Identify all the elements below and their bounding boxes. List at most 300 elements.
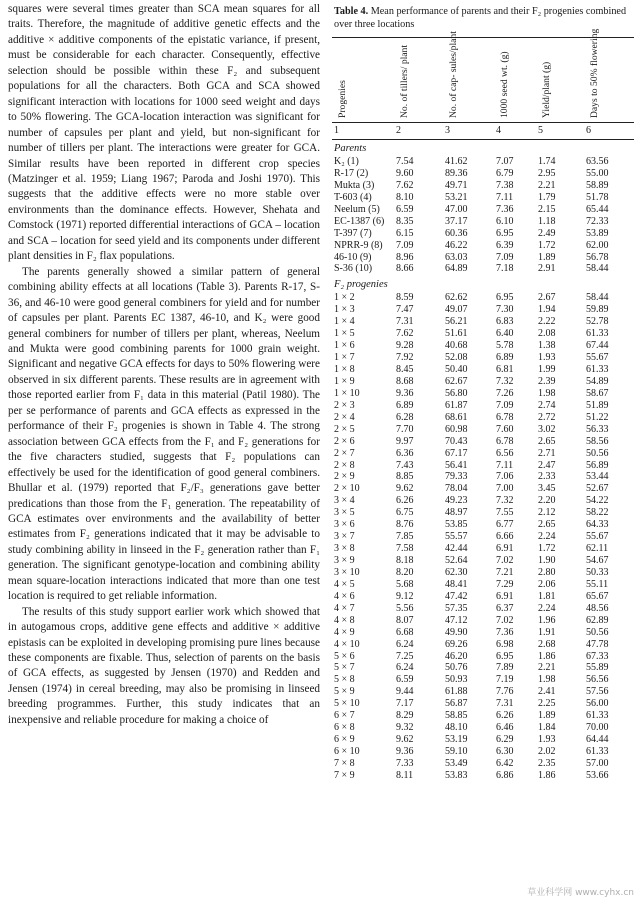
table-cell: 9.36 — [396, 387, 414, 399]
table-cell: 7.11 — [496, 459, 514, 471]
table-cell: 5 × 8 — [334, 674, 355, 686]
table-cell: 8.35 — [396, 215, 414, 227]
table-row — [332, 376, 634, 388]
table-cell: 6 × 10 — [334, 746, 360, 757]
table-cell: 3 × 5 — [334, 507, 355, 519]
table-cell: 55.57 — [445, 531, 468, 543]
table-cell: 3.45 — [538, 483, 556, 495]
table-cell: 54.67 — [586, 555, 609, 566]
table-row — [332, 639, 634, 651]
table-cell: 1.81 — [538, 590, 556, 602]
table-cell: 70.00 — [586, 722, 609, 734]
table-row — [332, 627, 634, 639]
table-cell: 2.80 — [538, 566, 556, 578]
table-cell: 48.56 — [586, 602, 609, 614]
table-cell: 7.54 — [396, 156, 414, 167]
table-cell: 8.68 — [396, 375, 414, 387]
table-cell: S-36 (10) — [334, 263, 373, 275]
table-cell: R-17 (2) — [334, 167, 369, 179]
table-row — [332, 507, 634, 519]
table-cell: 6.95 — [496, 650, 514, 662]
table-row — [332, 471, 634, 483]
table-cell: 50.56 — [586, 626, 609, 638]
table-cell: 8.76 — [396, 519, 414, 531]
table-cell: 7.25 — [396, 650, 414, 662]
table-cell: 7.09 — [496, 399, 514, 411]
table-cell: 50.33 — [586, 566, 609, 578]
table-cell: 79.33 — [445, 471, 468, 483]
header-seed-weight-text: 1000 seed wt. (g) — [499, 51, 510, 118]
table-row — [332, 328, 634, 340]
table-cell: 6.89 — [396, 399, 414, 411]
header-progenies — [334, 40, 348, 118]
table-cell: 62.00 — [586, 239, 609, 251]
table-cell: 1.99 — [538, 364, 556, 375]
table-cell: 2.65 — [538, 435, 556, 447]
table-cell: 4 × 9 — [334, 626, 355, 638]
table-cell: 1 × 10 — [334, 387, 360, 399]
table-cell: 69.26 — [445, 638, 468, 650]
table-cell: 58.56 — [586, 435, 609, 447]
table-cell: 1.86 — [538, 769, 556, 781]
table-cell: 62.67 — [445, 375, 468, 387]
table-row — [332, 686, 634, 698]
table-row — [332, 746, 634, 758]
table-cell: 60.98 — [445, 423, 468, 435]
table-cell: 41.62 — [445, 156, 468, 167]
table-row — [332, 651, 634, 663]
col-number: 3 — [445, 125, 450, 136]
table-label: Table 4. — [334, 6, 369, 17]
table-header — [332, 28, 634, 122]
table-cell: 56.33 — [586, 423, 609, 435]
table-cell: 50.76 — [445, 662, 468, 674]
table-cell: 6 × 9 — [334, 734, 355, 746]
table-cell: 72.33 — [586, 215, 609, 227]
table-cell: 51.61 — [445, 328, 468, 340]
table-cell: 2.47 — [538, 459, 556, 471]
table-cell: 56.89 — [586, 459, 609, 471]
watermark: 草业科学网 www.cyhx.cn — [527, 888, 634, 898]
table-row — [332, 448, 634, 460]
table-row — [332, 304, 634, 316]
table-cell: 53.83 — [445, 769, 468, 781]
table-row — [332, 400, 634, 412]
table-cell: 54.22 — [586, 495, 609, 507]
table-cell: 7.06 — [496, 471, 514, 483]
table-row — [332, 555, 634, 567]
table-row — [332, 460, 634, 472]
table-cell: 6.30 — [496, 746, 514, 757]
table-cell: 6.91 — [496, 543, 514, 555]
table-cell: 55.11 — [586, 578, 609, 590]
table-cell: 52.08 — [445, 352, 468, 364]
table-cell: 7.55 — [496, 507, 514, 519]
header-yield — [538, 40, 552, 118]
table-cell: 8.59 — [396, 292, 414, 304]
table-cell: 1.91 — [538, 626, 556, 638]
table-row — [332, 228, 634, 240]
table-cell: 6.39 — [496, 239, 514, 251]
table-cell: 1.98 — [538, 387, 556, 399]
table-cell: 48.10 — [445, 722, 468, 734]
table-cell: 1 × 3 — [334, 304, 355, 316]
table-cell: 8.10 — [396, 191, 414, 203]
table-cell: 7.92 — [396, 352, 414, 364]
table-row — [332, 710, 634, 722]
table-cell: 49.71 — [445, 179, 468, 191]
table-cell: 47.00 — [445, 203, 468, 215]
table-row — [332, 758, 634, 770]
table-cell: 6.75 — [396, 507, 414, 519]
table-cell: 1.38 — [538, 340, 556, 352]
table-cell: 6.95 — [496, 227, 514, 239]
col-number: 4 — [496, 125, 501, 136]
table-cell: 7.38 — [496, 179, 514, 191]
table-cell: 1.89 — [538, 251, 556, 263]
table-cell: 6.46 — [496, 722, 514, 734]
table-cell: 6.78 — [496, 411, 514, 423]
table-cell: 1 × 5 — [334, 328, 355, 340]
table-row — [332, 352, 634, 364]
table-cell: 58.85 — [445, 710, 468, 722]
table-cell: 3 × 10 — [334, 566, 360, 578]
table-cell: 7.89 — [496, 662, 514, 674]
table-cell: 2 × 9 — [334, 471, 355, 483]
table-cell: 1.93 — [538, 734, 556, 746]
table-cell: 59.89 — [586, 304, 609, 316]
table-cell: 51.89 — [586, 399, 609, 411]
table-cell: 1.89 — [538, 710, 556, 722]
table-cell: 67.44 — [586, 340, 609, 352]
table-cell: 8.66 — [396, 263, 414, 275]
table-row — [332, 216, 634, 228]
table-cell: 6.37 — [496, 602, 514, 614]
table-cell: 3 × 6 — [334, 519, 355, 531]
parents-section-label: Parents — [334, 143, 367, 154]
table-cell: 65.44 — [586, 203, 609, 215]
table-caption — [334, 6, 634, 31]
table-row — [332, 252, 634, 264]
table-cell: T-603 (4) — [334, 191, 372, 203]
table-cell: 52.64 — [445, 555, 468, 566]
table-cell: 5.56 — [396, 602, 414, 614]
table-cell: 1 × 6 — [334, 340, 355, 352]
table-cell: 64.89 — [445, 263, 468, 275]
table-cell: NPRR-9 (8) — [334, 239, 383, 251]
col-number: 5 — [538, 125, 543, 136]
table-cell: 64.44 — [586, 734, 609, 746]
table-cell: 49.90 — [445, 626, 468, 638]
table-cell: 70.43 — [445, 435, 468, 447]
table-cell: 2 × 6 — [334, 435, 355, 447]
table-cell: 1.74 — [538, 156, 556, 167]
table-cell: 4 × 6 — [334, 590, 355, 602]
table-cell: 55.67 — [586, 531, 609, 543]
table-cell: 49.23 — [445, 495, 468, 507]
table-cell: 48.41 — [445, 578, 468, 590]
table-cell: 8.18 — [396, 555, 414, 566]
table-row — [332, 412, 634, 424]
table-cell: 1 × 7 — [334, 352, 355, 364]
table-cell: 7.11 — [496, 191, 514, 203]
table-row — [332, 531, 634, 543]
table-cell: 6.26 — [396, 495, 414, 507]
table-cell: 4 × 8 — [334, 614, 355, 626]
table-cell: 57.00 — [586, 757, 609, 769]
table-cell: 56.00 — [586, 698, 609, 710]
table-cell: 2.12 — [538, 507, 556, 519]
table-cell: 1.96 — [538, 614, 556, 626]
header-tillers — [396, 40, 410, 118]
table-cell: 6.86 — [496, 769, 514, 781]
header-flowering-text: Days to 50% flowering — [589, 28, 600, 118]
table-cell: 8.20 — [396, 566, 414, 578]
table-cell: 52.78 — [586, 316, 609, 328]
table-cell: 48.97 — [445, 507, 468, 519]
progenies-section-label: F₂ progenies — [334, 279, 388, 291]
table-cell: 7.58 — [396, 543, 414, 555]
table-row — [332, 567, 634, 579]
table-cell: 58.44 — [586, 292, 609, 304]
table-cell: 7.19 — [496, 674, 514, 686]
table-caption-text: Mean performance of parents and their F₂ progenies combined over three locations — [334, 6, 627, 30]
table-cell: 8.11 — [396, 769, 414, 781]
table-row — [332, 204, 634, 216]
table-cell: 2.06 — [538, 578, 556, 590]
table-cell: 56.87 — [445, 698, 468, 710]
table-cell: Mukta (3) — [334, 179, 375, 191]
table-row — [332, 364, 634, 376]
table-cell: 2.33 — [538, 471, 556, 483]
table-cell: 63.03 — [445, 251, 468, 263]
table-cell: 6 × 8 — [334, 722, 355, 734]
table-cell: 46-10 (9) — [334, 251, 372, 263]
table-cell: 7.32 — [496, 495, 514, 507]
table-cell: 61.33 — [586, 746, 609, 757]
table-cell: 7.62 — [396, 328, 414, 340]
table-cell: 6.56 — [496, 447, 514, 459]
table-cell: 7.36 — [496, 203, 514, 215]
table-cell: 2 × 4 — [334, 411, 355, 423]
table-cell: 7.29 — [496, 578, 514, 590]
table-cell: 61.88 — [445, 686, 468, 698]
table-cell: 2.08 — [538, 328, 556, 340]
progenies-rows — [332, 292, 634, 781]
table-cell: 51.78 — [586, 191, 609, 203]
table-cell: 3 × 8 — [334, 543, 355, 555]
table-cell: 6.89 — [496, 352, 514, 364]
table-cell: 2 × 5 — [334, 423, 355, 435]
table-cell: 60.36 — [445, 227, 468, 239]
table-cell: 2.24 — [538, 531, 556, 543]
table-cell: 2.95 — [538, 167, 556, 179]
table-cell: T-397 (7) — [334, 227, 372, 239]
table-cell: 56.21 — [445, 316, 468, 328]
table-row — [332, 615, 634, 627]
table-cell: Neelum (5) — [334, 203, 380, 215]
paragraph-1: squares were several times greater than SCA mean squares for all traits. Therefore, the magnitude of additive genetic effects and the additive × additive components of the epistatic variance, if present, must be considerable for each character. Consequently, effective selection should be possible within these F₂ and subsequent populations for all the characters. Both GCA and SCA showed significant interaction with locations for 1000 seed weight and days to 50% flowering. The GCA-location interaction was significant for number of capsules per plant and yield, but non-significant for number of tillers per plant. The interactions were greater for GCA. Similar results have been reported in different crop species (Matzinger et al. 1959; Liang 1967; Paroda and Joshi 1970). This suggests that the additive effects were no more stable over environments than the dominance effects. However, Shehata and Comstock (1971) reported differential interactions of GCA – location and SCA – location for seed yield and its components under different plant densities in F₂ flax populations. — [8, 3, 320, 263]
table-row — [332, 316, 634, 328]
table-row — [332, 156, 634, 168]
column-number-row — [332, 123, 634, 139]
table-cell: 59.10 — [445, 746, 468, 757]
table-cell: 67.33 — [586, 650, 609, 662]
table-cell: 6 × 7 — [334, 710, 355, 722]
table-cell: 2 × 7 — [334, 447, 355, 459]
table-cell: 1 × 4 — [334, 316, 355, 328]
table-cell: 3.02 — [538, 423, 556, 435]
table-row — [332, 674, 634, 686]
table-cell: 7.17 — [396, 698, 414, 710]
table-cell: 6.81 — [496, 364, 514, 375]
table-cell: 2.41 — [538, 686, 556, 698]
table-cell: 50.93 — [445, 674, 468, 686]
table-cell: 2.02 — [538, 746, 556, 757]
table-cell: 2.15 — [538, 203, 556, 215]
table-row — [332, 424, 634, 436]
table-cell: 53.49 — [445, 757, 468, 769]
table-cell: 6.36 — [396, 447, 414, 459]
table-row — [332, 722, 634, 734]
table-cell: 56.78 — [586, 251, 609, 263]
table-cell: 2.20 — [538, 495, 556, 507]
table-cell: 7.30 — [496, 304, 514, 316]
col-number: 2 — [396, 125, 401, 136]
table-cell: 7.43 — [396, 459, 414, 471]
table-cell: 61.33 — [586, 364, 609, 375]
table-cell: 9.97 — [396, 435, 414, 447]
table-row — [332, 543, 634, 555]
table-cell: 2.91 — [538, 263, 556, 275]
table-cell: 2.39 — [538, 375, 556, 387]
table-cell: 9.60 — [396, 167, 414, 179]
table-row — [332, 591, 634, 603]
table-cell: 6.77 — [496, 519, 514, 531]
table-cell: 58.89 — [586, 179, 609, 191]
table-cell: 37.17 — [445, 215, 468, 227]
table-cell: 1.18 — [538, 215, 556, 227]
table-cell: 7.18 — [496, 263, 514, 275]
table-cell: 2.68 — [538, 638, 556, 650]
table-row — [332, 340, 634, 352]
table-cell: 63.56 — [586, 156, 609, 167]
table-cell: 2.72 — [538, 411, 556, 423]
table-cell: 9.62 — [396, 483, 414, 495]
table-cell: 46.20 — [445, 650, 468, 662]
table-cell: 8.29 — [396, 710, 414, 722]
table-cell: 5 × 6 — [334, 650, 355, 662]
table-row — [332, 662, 634, 674]
table-cell: 7.26 — [496, 387, 514, 399]
parents-rows — [332, 156, 634, 275]
table-cell: 7.33 — [396, 757, 414, 769]
table-cell: 9.44 — [396, 686, 414, 698]
table-row — [332, 192, 634, 204]
table-cell: 9.32 — [396, 722, 414, 734]
table-cell: EC-1387 (6) — [334, 215, 385, 227]
table-row — [332, 734, 634, 746]
table-cell: 40.68 — [445, 340, 468, 352]
table-cell: 6.68 — [396, 626, 414, 638]
header-tillers-text: No. of tillers/ plant — [399, 44, 410, 118]
paragraph-3: The results of this study support earlier work which showed that in autogamous crops, additive gene effects and additive × additive epistasis can be exploited in developing promising pure lines because these components are fixable. Thus, selection of parents on the basis of GCA effects, as suggested by Jensen (1970) and Redden and Jensen (1974) in cereal breeding, may also be promising in linseed breeding programmes. Further, this study indicates that an inexpensive and reliable procedure for making a choice of — [8, 605, 320, 726]
table-cell: 46.22 — [445, 239, 468, 251]
col-number: 1 — [334, 125, 339, 136]
table-row — [332, 519, 634, 531]
table-row — [332, 436, 634, 448]
table-cell: 1.98 — [538, 674, 556, 686]
table-cell: 1 × 9 — [334, 375, 355, 387]
table-cell: 5.78 — [496, 340, 514, 352]
table-cell: 67.17 — [445, 447, 468, 459]
table-cell: 62.11 — [586, 543, 609, 555]
table-cell: 8.85 — [396, 471, 414, 483]
table-row — [332, 579, 634, 591]
table-cell: 7.85 — [396, 531, 414, 543]
table-cell: 2 × 10 — [334, 483, 360, 495]
table-cell: 4 × 5 — [334, 578, 355, 590]
table-cell: 8.07 — [396, 614, 414, 626]
table-cell: 42.44 — [445, 543, 468, 555]
table-cell: 1 × 8 — [334, 364, 355, 375]
table-cell: 6.66 — [496, 531, 514, 543]
table-cell: 55.00 — [586, 167, 609, 179]
table-cell: 54.89 — [586, 375, 609, 387]
table-cell: 2.65 — [538, 519, 556, 531]
table-row — [332, 770, 634, 782]
table-cell: 7.07 — [496, 156, 514, 167]
table-cell: 7.31 — [396, 316, 414, 328]
table-cell: 8.45 — [396, 364, 414, 375]
table-cell: 1.94 — [538, 304, 556, 316]
table-cell: 78.04 — [445, 483, 468, 495]
header-progenies-text: Progenies — [337, 80, 348, 118]
table-cell: 6.59 — [396, 203, 414, 215]
table-cell: K₂ (1) — [334, 156, 359, 167]
table-cell: 5.68 — [396, 578, 414, 590]
table-row — [332, 263, 634, 275]
header-yield-text: Yield/plant (g) — [541, 61, 552, 118]
table-row — [332, 388, 634, 400]
table-cell: 4 × 10 — [334, 638, 360, 650]
header-flowering — [586, 28, 600, 118]
table-cell: 58.67 — [586, 387, 609, 399]
paragraph-2: The parents generally showed a similar pattern of general combining ability effects at all locations (Table 3). Parents R-17, S-36, and 46-10 were good general combiners for yield and for number of capsules per plant. Parents EC 1387, 46-10, and K₂ were good general combiners for number of tillers per plant, whereas, Neelum and Mukta were good combining parents for 1000 grain weight. Significant and negative GCA effects for days to 50% flowering were observed in six different parents. These results are in agreement with those reported earlier from F₁ data in this material (Patil 1980). The per se performance of parents and GCA effects as expressed in the performance of their F₂ progenies is shown in Table 4. The strong association between GCA effects from the F₁ and F₂ generations for the five characters studied, suggests that F₂ populations can effectively be used for the identification of good general combiners. Bhullar et al. (1979) reported that F₂/F₃ generations gave better predications than those from the F₁ generation. The repeatability of GCA estimates over environments and the availability of better estimates from F₂ generations indicated that it may be advisable to study combining ability in linseed in the F₂ generation rather than F₁ generation. The significant genotype-location and combining ability mean square-location interactions indicated that more than one test location is required to get reliable information. — [8, 265, 320, 603]
table-cell: 6.91 — [496, 590, 514, 602]
table-cell: 9.62 — [396, 734, 414, 746]
header-capsules — [445, 31, 459, 118]
table-cell: 2.67 — [538, 292, 556, 304]
table-cell: 56.80 — [445, 387, 468, 399]
table-cell: 7.00 — [496, 483, 514, 495]
table-cell: 7.21 — [496, 566, 514, 578]
table-cell: 7 × 9 — [334, 769, 355, 781]
table-row — [332, 483, 634, 495]
table-cell: 47.12 — [445, 614, 468, 626]
table-cell: 53.19 — [445, 734, 468, 746]
table-cell: 68.61 — [445, 411, 468, 423]
table-cell: 62.30 — [445, 566, 468, 578]
table-cell: 6.98 — [496, 638, 514, 650]
table-cell: 7.09 — [496, 251, 514, 263]
table-cell: 6.40 — [496, 328, 514, 340]
table-cell: 53.21 — [445, 191, 468, 203]
table-cell: 64.33 — [586, 519, 609, 531]
table-row — [332, 240, 634, 252]
table-cell: 51.22 — [586, 411, 609, 423]
table-cell: 5 × 10 — [334, 698, 360, 710]
